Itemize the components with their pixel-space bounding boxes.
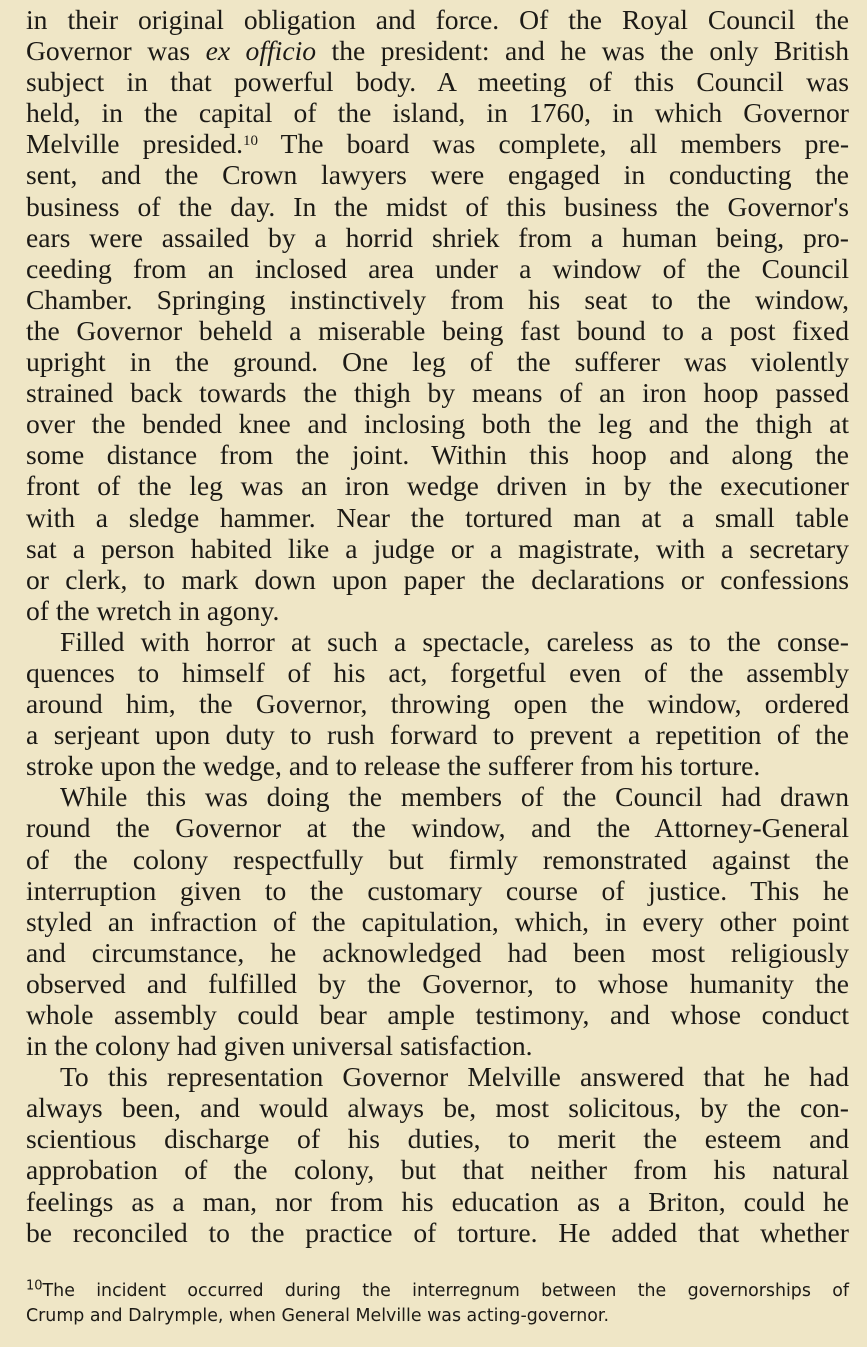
text-line: whole assembly could bear ample testimony, and whose conduct <box>26 999 849 1030</box>
text-line: Chamber. Springing instinctively from his seat to the window, <box>26 283 849 315</box>
text-line: stroke upon the wedge, and to release the sufferer from his torture. <box>26 750 761 782</box>
paragraph <box>26 626 849 781</box>
text-line: the Governor beheld a miserable being fast bound to a post fixed <box>26 314 849 346</box>
text-line: ceeding from an inclosed area under a window of the Council <box>26 252 849 284</box>
text-line: be reconciled to the practice of torture. He added that whether <box>26 1216 849 1248</box>
text-line: of the wretch in agony. <box>26 594 280 626</box>
text-line: While this was doing the members of the Council had drawn <box>60 781 849 813</box>
text-line: quences to himself of his act, forgetful even of the assembly <box>26 656 849 688</box>
italic-phrase: ex officio <box>205 35 317 67</box>
text-line: feelings as a man, nor from his education as a Briton, could he <box>26 1185 849 1217</box>
text-line: To this representation Governor Melville answered that he had <box>60 1061 849 1093</box>
text-line: around him, the Governor, throwing open the window, ordered <box>26 688 849 720</box>
text-line: of the colony respectfully but firmly remonstrated against the <box>26 843 849 875</box>
text-line: a serjeant upon duty to rush forward to prevent a repetition of the <box>26 719 849 751</box>
paragraph <box>26 4 849 626</box>
text-line: Melville presided.$^{10}$ The board was complete, all members pre- <box>26 128 850 160</box>
footnote-marker: 10 <box>242 133 258 150</box>
text-line: Governor was ex officio the president: and he was the only British <box>26 35 850 67</box>
body-text <box>26 4 849 1248</box>
text-line: held, in the capital of the island, in 1760, in which Governor <box>26 97 849 129</box>
text-line: ears were assailed by a horrid shriek from a human being, pro- <box>26 221 849 253</box>
text-line: over the bended knee and inclosing both the leg and the thigh at <box>26 408 849 440</box>
text-line: front of the leg was an iron wedge driven in by the executioner <box>26 470 849 502</box>
text-line: in their original obligation and force. Of the Royal Council the <box>26 4 849 35</box>
text-line: or clerk, to mark down upon paper the declarations or confessions <box>26 563 849 595</box>
text-line: scientious discharge of his duties, to merit the esteem and <box>26 1123 849 1155</box>
text-line: strained back towards the thigh by means of an iron hoop passed <box>26 377 849 409</box>
footnote-line: Crump and Dalrymple, when General Melville was acting-governor. <box>26 1306 609 1326</box>
text-line: Filled with horror at such a spectacle, careless as to the conse- <box>60 625 849 657</box>
text-line: round the Governor at the window, and the Attorney-General <box>26 812 849 844</box>
text-line: interruption given to the customary course of justice. This he <box>26 874 849 906</box>
text-line: in the colony had given universal satisfaction. <box>26 1030 533 1062</box>
footnote-number: 10 <box>26 1278 43 1294</box>
footnote-line: $^{10}$The incident occurred during the interregnum between the governorships of <box>26 1278 849 1301</box>
text-line: always been, and would always be, most solicitous, by the con- <box>26 1092 849 1124</box>
text-line: sat a person habited like a judge or a magistrate, with a secretary <box>26 532 849 564</box>
text-line: with a sledge hammer. Near the tortured man at a small table <box>26 501 849 533</box>
text-line: some distance from the joint. Within this hoop and along the <box>26 439 849 471</box>
text-line: upright in the ground. One leg of the sufferer was violently <box>26 346 849 378</box>
text-line: observed and fulfilled by the Governor, to whose humanity the <box>26 967 849 999</box>
text-line: approbation of the colony, but that neither from his natural <box>26 1154 849 1186</box>
text-line: and circumstance, he acknowledged had been most religiously <box>26 936 849 968</box>
text-line: business of the day. In the midst of this business the Governor's <box>26 190 849 222</box>
paragraph <box>26 1061 849 1248</box>
paragraph <box>26 781 849 1061</box>
footnote <box>26 1279 849 1329</box>
text-line: styled an infraction of the capitulation, which, in every other point <box>26 905 849 937</box>
text-line: sent, and the Crown lawyers were engaged in conducting the <box>26 159 849 191</box>
text-line: subject in that powerful body. A meeting of this Council was <box>26 66 849 98</box>
